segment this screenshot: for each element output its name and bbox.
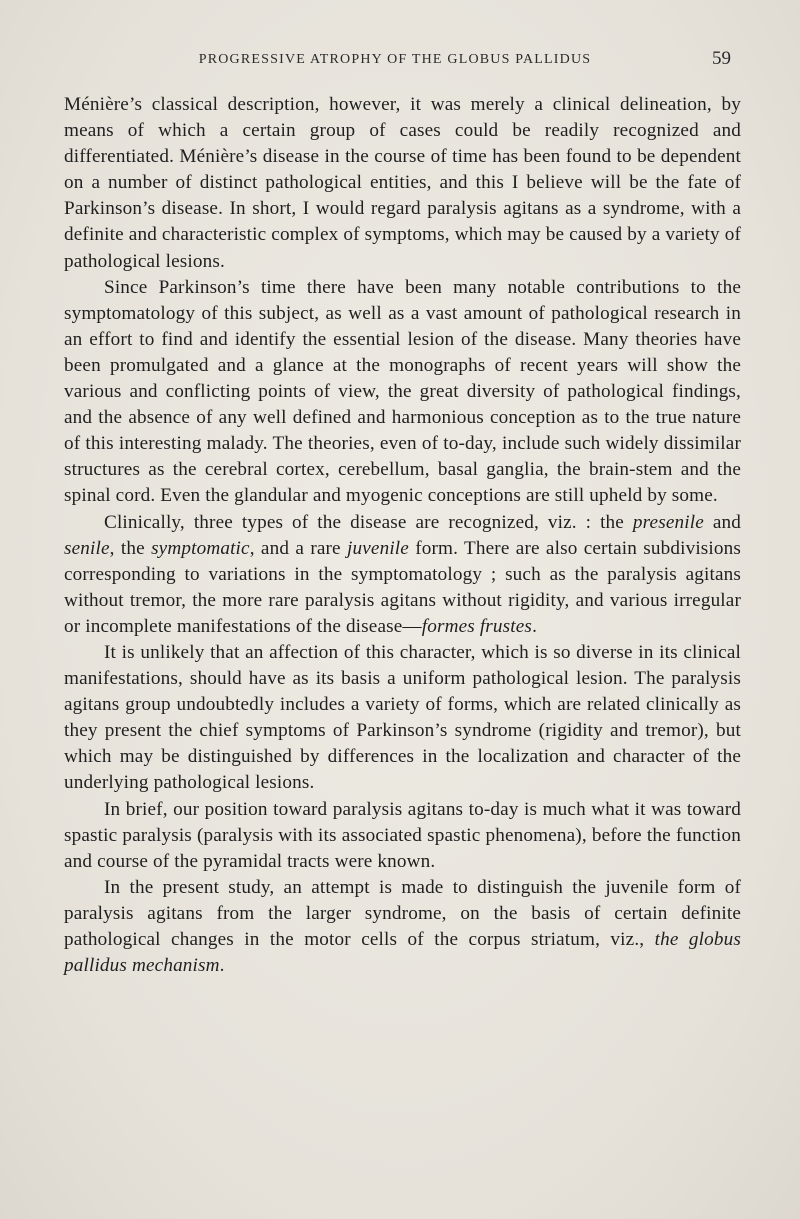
text-span: In the present study, an attempt is made to distinguish the juvenile form of paralysis agitans from the larger syndrome, on the basis of certain definite pathological changes in the motor cells of the corpus striatum, viz., <box>64 876 741 950</box>
italic-term: juvenile <box>347 537 409 559</box>
running-title: PROGRESSIVE ATROPHY OF THE GLOBUS PALLIDUS <box>198 52 592 67</box>
italic-term: presenile <box>632 511 704 533</box>
text-span: Clinically, three types of the disease are recognized, viz. : the <box>104 511 633 533</box>
paragraph-4: It is unlikely that an affection of this character, which is so diverse in its clinical manifestations, should have as its basis a uniform pathological lesion. The paralysis agitans group undoubtedly includes a variety of forms, which are related clinically as they present the chief symptoms of Parkinson’s syndrome (rigidity and tremor), but which may be distinguished by differences in the localization and character of the underlying pathological lesions. <box>64 641 741 794</box>
paragraph-2: Since Parkinson’s time there have been many notable contributions to the symptomatology of this subject, as well as a vast amount of pathological research in an effort to find and identify the essential lesion of the disease. Many theories have been promulgated and a glance at the monographs of recent years will show the various and conflicting points of view, the great diversity of pathological findings, and the absence of any well defined and harmonious conception as to the true nature of this interesting malady. The theories, even of to-day, include such widely dissimilar structures as the cerebral cortex, cerebellum, basal ganglia, the brain-stem and the spinal cord. Even the glandular and myogenic conceptions are still upheld by some. <box>64 276 741 507</box>
paragraph-3 <box>64 510 741 640</box>
paragraph-6 <box>64 875 741 979</box>
text-span: , and a rare <box>249 537 348 559</box>
italic-term: senile <box>64 537 110 559</box>
italic-term: the globus pallidus mechanism <box>64 929 741 977</box>
body-text <box>64 92 741 979</box>
italic-term: symptomatic <box>151 537 250 559</box>
text-span: . <box>219 955 225 977</box>
text-span: . <box>532 615 538 637</box>
page-number: 59 <box>712 48 731 69</box>
text-span: , the <box>109 537 152 559</box>
italic-term: formes frustes <box>421 615 533 637</box>
paragraph-5: In brief, our position toward paralysis agitans to-day is much what it was toward spastic paralysis (paralysis with its associated spastic phenomena), before the function and course of the pyramidal tracts were known. <box>64 798 741 872</box>
text-span: form. There are also certain subdivisions corresponding to variations in the symptomatology ; such as the paralysis agitans without tremor, the more rare paralysis agitans without rigidity, and various irregular or incomplete manifestations of the disease— <box>64 537 742 637</box>
paragraph-1: Ménière’s classical description, however, it was merely a clinical delineation, by means of which a certain group of cases could be readily recognized and differentiated. Ménière’s disease in the course of time has been found to be dependent on a number of distinct pathological entities, and this I believe will be the fate of Parkinson’s disease. In short, I would regard paralysis agitans as a syndrome, with a definite and characteristic complex of symptoms, which may be caused by a variety of pathological lesions. <box>64 94 741 272</box>
text-span: and <box>703 511 741 533</box>
